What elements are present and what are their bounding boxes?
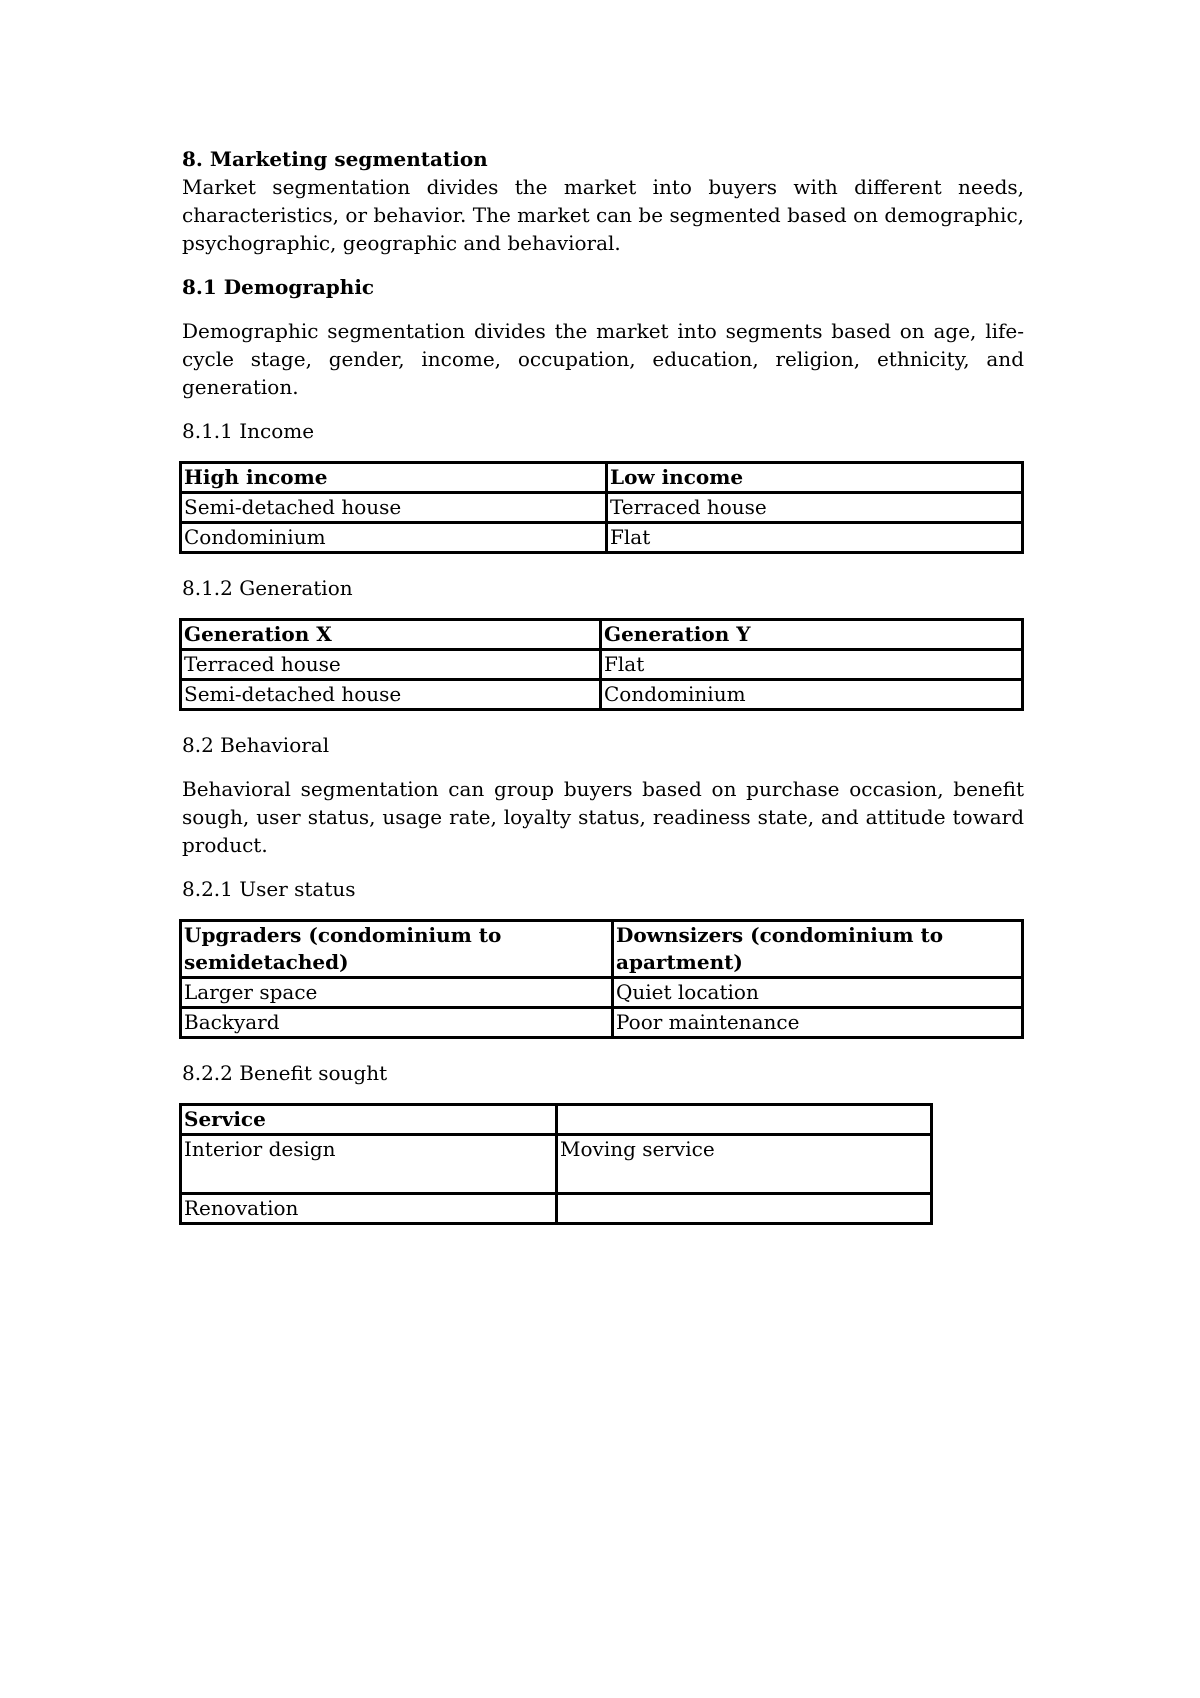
table-row: [181, 1135, 932, 1194]
generation-table: [179, 618, 1024, 711]
table-header-cell: High income: [181, 463, 607, 493]
table-cell: Flat: [607, 523, 1023, 553]
document-page: [182, 145, 1024, 1225]
income-table: [179, 461, 1024, 554]
table-header-cell: Downsizers (condominium to apartment): [613, 921, 1023, 978]
table-cell: Quiet location: [613, 978, 1023, 1008]
section-8-title: 8. Marketing segmentation: [182, 147, 488, 171]
table-cell: Condominium: [181, 523, 607, 553]
section-8-2-body: Behavioral segmentation can group buyers based on purchase occasion, benefit sough, user status, usage rate, loyalty status, readiness state, and attitude toward product.: [182, 777, 1024, 857]
income-title: 8.1.1 Income: [182, 419, 315, 443]
table-row: [181, 680, 1023, 710]
user-status-title: 8.2.1 User status: [182, 877, 356, 901]
table-row: [181, 1008, 1023, 1038]
table-cell: Larger space: [181, 978, 613, 1008]
table-cell: [557, 1194, 932, 1224]
section-8-1-title: 8.1 Demographic: [182, 275, 375, 299]
table-row: [181, 978, 1023, 1008]
table-header-cell: Low income: [607, 463, 1023, 493]
table-row: [181, 650, 1023, 680]
table-cell: Semi-detached house: [181, 680, 601, 710]
table-cell: Moving service: [557, 1135, 932, 1194]
table-cell: Semi-detached house: [181, 493, 607, 523]
user-status-table: [179, 919, 1024, 1039]
table-header-cell: Generation Y: [601, 620, 1023, 650]
table-row: [181, 1194, 932, 1224]
section-8-intro: Market segmentation divides the market into buyers with different needs, characteristics, or behavior. The market can be segmented based on demographic, psychographic, geographic and behavioral.: [182, 175, 1024, 255]
table-cell: Interior design: [181, 1135, 557, 1194]
table-header-row: [181, 463, 1023, 493]
table-cell: Poor maintenance: [613, 1008, 1023, 1038]
table-cell: Flat: [601, 650, 1023, 680]
table-cell: Terraced house: [181, 650, 601, 680]
table-header-row: [181, 620, 1023, 650]
benefit-sought-table: [179, 1103, 933, 1225]
table-cell: Backyard: [181, 1008, 613, 1038]
table-header-cell: [557, 1105, 932, 1135]
table-cell: Terraced house: [607, 493, 1023, 523]
table-header-row: [181, 921, 1023, 978]
section-8-2-title: 8.2 Behavioral: [182, 733, 330, 757]
table-header-cell: Service: [181, 1105, 557, 1135]
table-header-cell: Upgraders (condominium to semidetached): [181, 921, 613, 978]
benefit-sought-title: 8.2.2 Benefit sought: [182, 1061, 388, 1085]
table-cell: Renovation: [181, 1194, 557, 1224]
table-row: [181, 493, 1023, 523]
table-header-row: [181, 1105, 932, 1135]
table-header-cell: Generation X: [181, 620, 601, 650]
generation-title: 8.1.2 Generation: [182, 576, 353, 600]
table-row: [181, 523, 1023, 553]
table-cell: Condominium: [601, 680, 1023, 710]
section-8-1-body: Demographic segmentation divides the market into segments based on age, life-cycle stage, gender, income, occupation, education, religion, ethnicity, and generation.: [182, 319, 1024, 399]
